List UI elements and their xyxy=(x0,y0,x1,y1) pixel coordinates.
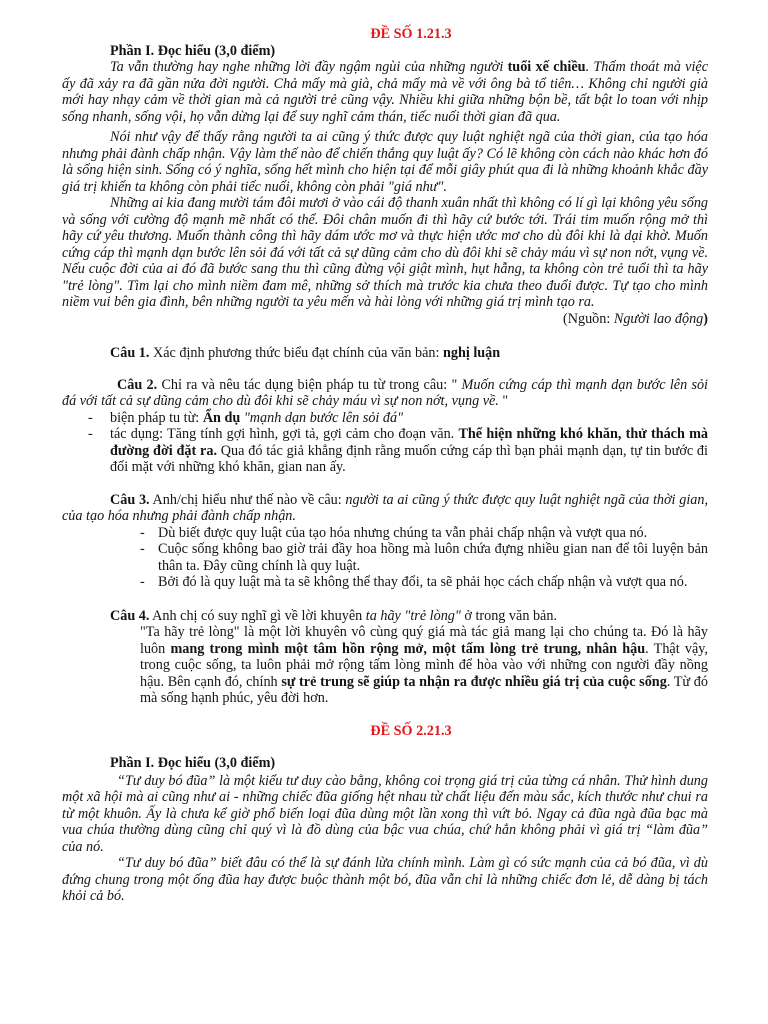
bullet-text-lead: tác dụng: Tăng tính gợi hình, gợi tả, gợi cảm cho đoạn văn. xyxy=(110,426,459,442)
question-4-text-end: ở trong văn bản. xyxy=(460,607,557,624)
bullet-text-lead: biện pháp tu từ: xyxy=(110,409,203,426)
bullet-text-bold: Thể hiện những khó khăn, thử thách mà đường đời đặt ra. xyxy=(110,426,708,459)
bullet-marker: - xyxy=(88,409,93,426)
exam-1-section-heading: Phần I. Đọc hiểu (3,0 điểm) xyxy=(110,42,276,59)
exam-2-title: ĐỀ SỐ 2.21.3 xyxy=(370,722,452,739)
document-page xyxy=(62,26,708,905)
question-3 xyxy=(62,492,708,525)
source-name: Người lao động xyxy=(613,310,704,327)
question-4-answer xyxy=(62,624,708,707)
exam-1-title: ĐỀ SỐ 1.21.3 xyxy=(370,26,452,42)
question-1-text: Xác định phương thức biểu đạt chính của văn bản: xyxy=(149,345,443,361)
question-4-label: Câu 4. xyxy=(110,607,150,624)
exam-2-section-heading: Phần I. Đọc hiểu (3,0 điểm) xyxy=(110,755,276,771)
bullet-marker: - xyxy=(140,541,145,557)
exam-1-passage-paragraph-2: Nói như vậy để thấy rằng người ta ai cũng ý thức được quy luật nghiệt ngã của thời gian, của tạo hóa nhưng phải đành chấp nhận. Vậy làm thế nào để chiến thắng quy luật ấy? Có lẽ không còn cách nào khác hơn đó là sống hiện sinh. Sống có ý nghĩa, sống hết mình cho hiện tại để mỗi giây phút qua đi là những khoảnh khắc đầy giá trị khiến ta không còn phải tiếc nuối, không còn phải "giá như". xyxy=(62,129,708,195)
question-2-label: Câu 2. xyxy=(117,376,158,393)
answer-text: . Thật vậy, trong cuộc sống, ta luôn phải mở rộng tấm lòng mình để hòa vào với những con người đầy nồng hậu. Bên cạnh đó, chính xyxy=(140,640,708,690)
bullet-text: Cuộc sống không bao giờ trải đầy hoa hồng mà luôn chứa đựng nhiều gian nan để tôi luyện bản thân ta. Đây cũng chính là quy luật. xyxy=(158,541,708,574)
bullet-text: Dù biết được quy luật của tạo hóa nhưng chúng ta vẫn phải chấp nhận và vượt qua nó. xyxy=(158,524,648,541)
answer-text: . Từ đó mà sống hạnh phúc, yêu đời hơn. xyxy=(140,673,708,706)
bullet-text-tail: Qua đó tác giả khẳng định rằng muốn cứng cáp thì bạn phải mạnh dạn, tự tin bước đi đối mặt với những khó khăn, gian nan ấy. xyxy=(110,442,708,475)
bullet-marker: - xyxy=(140,574,145,590)
question-3-label: Câu 3. xyxy=(110,491,150,508)
question-3-bullet-3 xyxy=(140,574,708,591)
exam-1-source xyxy=(62,311,708,328)
bullet-marker: - xyxy=(88,426,93,442)
question-2 xyxy=(62,377,708,410)
question-3-quote: người ta ai cũng ý thức được quy luật nghiệt ngã của thời gian, của tạo hóa nhưng phải đành chấp nhận. xyxy=(62,491,708,524)
source-prefix: (Nguồn: xyxy=(563,310,614,327)
passage-text: . Thấm thoát mà việc ấy đã xảy ra đã gần nửa đời người. Chả mấy mà già, chả mấy mà về với ông bà tổ tiên… Không chỉ người già mới hay nhạy cảm về thời gian mà cả người trẻ cũng vậy. Nhiều khi giữa những bộn bề, tất bật lo toan với nhịp sống nhanh, sống vội, họ vẫn dừng lại để suy nghĩ cảm thán, tiếc nuối thời gian đã qua. xyxy=(62,59,708,125)
question-3-text: Anh/chị hiểu như thế nào về câu: xyxy=(149,491,346,508)
question-1 xyxy=(62,345,708,362)
question-3-bullet-2 xyxy=(140,541,708,574)
answer-text: "Ta hãy trẻ lòng" là một lời khuyên vô cùng quý giá mà tác giả mang lại cho chúng ta. Đó là hãy luôn xyxy=(140,624,708,657)
question-4-text: Anh chị có suy nghĩ gì về lời khuyên xyxy=(149,607,366,624)
question-2-quote: Muốn cứng cáp thì mạnh dạn bước lên sỏi đá với tất cả sự dũng cảm cho dù đôi khi sẽ chảy máu vì sự non nớt, vụng về. xyxy=(62,376,709,409)
exam-2-passage-paragraph-1: “Tư duy bó đũa” là một kiểu tư duy cào bằng, không coi trọng giá trị của từng cá nhân. Thử hình dung một xã hội mà ai cũng như ai - những chiếc đũa giống hệt nhau từ chất liệu đến màu sắc, kích thước như chui ra từ một khuôn. Ấy là chưa kể giờ phổ biến loại đũa dùng một lần xong thì vứt bỏ. Ngay cả đũa ngà đũa bạc mà vua chúa thường dùng cũng chỉ quý vì là đồ dùng của bậc vua chúa, chứ hẳn không phải vì giá trị “làm đũa” của nó. xyxy=(62,772,708,855)
question-4-quote: ta hãy "trẻ lòng" xyxy=(365,607,461,624)
bullet-text-quote: "mạnh dạn bước lên sỏi đá" xyxy=(240,409,404,426)
bullet-text xyxy=(110,410,708,427)
answer-emphasis: mang trong mình một tâm hồn rộng mở, một tấm lòng trẻ trung, nhân hậu xyxy=(170,640,646,657)
question-2-quote-end: " xyxy=(498,393,509,409)
exam-2-passage-paragraph-2: “Tư duy bó đũa” biết đâu có thể là sự đánh lừa chính mình. Làm gì có sức mạnh của cả bó đũa, vì dù đứng chung trong một ống đũa hay được buộc thành một bó, đũa vẫn chỉ là những chiếc đơn lẻ, dễ dàng bị tách khỏi cả bó. xyxy=(62,855,708,904)
question-1-answer: nghị luận xyxy=(442,345,501,361)
answer-emphasis: sự trẻ trung sẽ giúp ta nhận ra được nhiều giá trị của cuộc sống xyxy=(281,673,667,690)
source-suffix: ) xyxy=(703,310,708,327)
question-2-text: Chỉ ra và nêu tác dụng biện pháp tu từ trong câu: " xyxy=(157,376,462,393)
bullet-marker: - xyxy=(140,524,145,541)
passage-emphasis: tuổi xế chiều xyxy=(507,59,586,75)
bullet-text xyxy=(110,426,708,476)
question-2-bullet-1 xyxy=(88,410,708,427)
question-1-label: Câu 1. xyxy=(110,345,150,361)
bullet-text-bold: Ẩn dụ xyxy=(202,409,241,426)
passage-text: Ta vẫn thường hay nghe những lời đầy ngậm ngùi của những người xyxy=(110,59,508,75)
exam-1-passage-paragraph-1 xyxy=(62,59,708,125)
question-2-bullet-2 xyxy=(88,426,708,476)
exam-1-passage-paragraph-3: Những ai kia đang mười tám đôi mươi ở vào cái độ thanh xuân nhất thì không có lí gì lại không yêu sống và sống với cường độ mạnh mẽ nhất có thể. Đôi chân muốn đi thì hãy cứ bước tới. Trái tim muốn rộng mở thì hãy cứ yêu thương. Muốn thành công thì hãy dám ước mơ và thực hiện ước mơ cho dù đôi khi là dại khờ. Muốn cứng cáp thì mạnh dạn bước lên sỏi đá với tất cả sự dũng cảm cho dù đôi khi sẽ chảy máu vì sự non nớt, vụng về. Nếu cuộc đời của ai đó đã bước sang thu thì cũng đừng vội giật mình, hụt hẫng, ta không còn trẻ tuổi thì ta hãy "trẻ lòng". Tìm lại cho mình niềm đam mê, những sở thích mà trước kia chưa theo đuổi được. Tự tạo cho mình niềm vui bên gia đình, bên những người ta yêu mến và hài lòng với những giá trị mình tạo ra. xyxy=(62,195,709,310)
question-4 xyxy=(62,608,708,625)
bullet-text: Bởi đó là quy luật mà ta sẽ không thể thay đổi, ta sẽ phải học cách chấp nhận và vượt qua nó. xyxy=(158,574,688,590)
question-3-bullet-1 xyxy=(140,525,708,542)
